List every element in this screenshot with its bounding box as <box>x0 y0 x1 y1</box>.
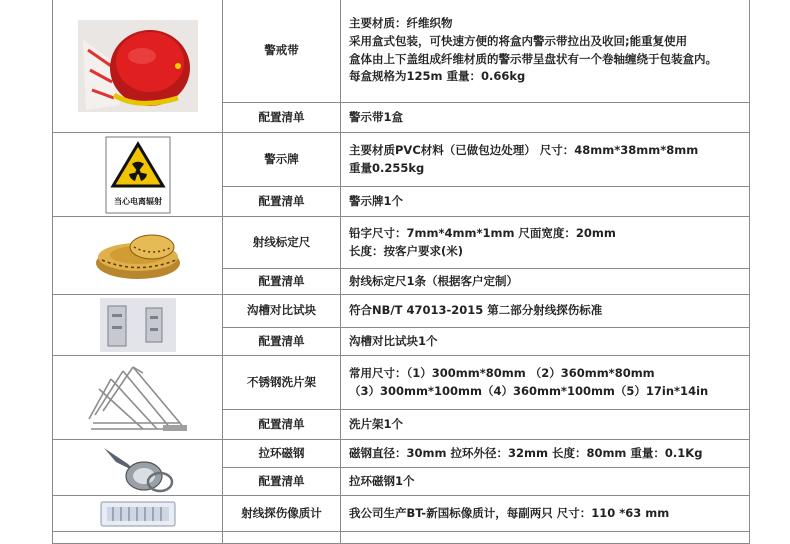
desc-line: 长度：按客户要求(米) <box>349 243 464 258</box>
empty-cell <box>223 532 341 544</box>
desc-line: （3）300mm*100mm（4）360mm*100mm（5）17in*14in <box>349 383 709 398</box>
product-image-cell <box>53 440 223 496</box>
product-image-cell <box>53 295 223 356</box>
film-rack-image <box>83 359 193 437</box>
list-label: 配置清单 <box>223 103 341 133</box>
list-value: 警示带1盒 <box>341 103 750 133</box>
table-row <box>53 496 750 532</box>
item-name: 射线探伤像质计 <box>223 496 341 532</box>
radiation-sign-image <box>105 136 171 214</box>
item-description <box>341 217 750 269</box>
list-label: 配置清单 <box>223 468 341 496</box>
item-description <box>341 496 750 532</box>
desc-line: 我公司生产BT-新国标像质计，每副两只 尺寸：110 *63 mm <box>349 505 670 520</box>
table-row <box>53 217 750 269</box>
item-name: 警戒带 <box>223 0 341 103</box>
item-name: 射线标定尺 <box>223 217 341 269</box>
item-name: 拉环磁钢 <box>223 440 341 468</box>
desc-line: 磁钢直径：30mm 拉环外径：32mm 长度：80mm 重量：0.1Kg <box>349 445 703 460</box>
desc-line: 盒体由上下盖组成纤维材质的警示带呈盘状有一个卷轴缠绕于包装盒内。 <box>349 51 717 66</box>
table-row <box>53 133 750 187</box>
item-description <box>341 133 750 187</box>
empty-cell <box>53 532 223 544</box>
list-label: 配置清单 <box>223 328 341 356</box>
list-value: 射线标定尺1条（根据客户定制） <box>341 269 750 295</box>
empty-cell <box>341 532 750 544</box>
list-label: 配置清单 <box>223 410 341 440</box>
item-name: 沟槽对比试块 <box>223 295 341 328</box>
desc-line: 主要材质PVC材料（已做包边处理） 尺寸：48mm*38mm*8mm <box>349 142 699 157</box>
item-name: 不锈钢洗片架 <box>223 356 341 410</box>
product-image-cell <box>53 356 223 440</box>
desc-line: 每盒规格为125m 重量：0.66kg <box>349 69 526 84</box>
table-row <box>53 532 750 544</box>
desc-line: 重量0.255kg <box>349 160 425 175</box>
measuring-tape-image <box>92 225 184 287</box>
desc-line: 主要材质：纤维织物 <box>349 15 453 30</box>
item-description <box>341 295 750 328</box>
test-block-image <box>100 298 176 352</box>
spec-table <box>52 0 750 544</box>
product-image-cell <box>53 496 223 532</box>
item-description <box>341 356 750 410</box>
list-label: 配置清单 <box>223 269 341 295</box>
list-value: 警示牌1个 <box>341 187 750 217</box>
item-name: 警示牌 <box>223 133 341 187</box>
table-row <box>53 295 750 328</box>
desc-line: 铅字尺寸：7mm*4mm*1mm 尺面宽度：20mm <box>349 225 616 240</box>
iqi-image <box>99 499 177 529</box>
desc-line: 符合NB/T 47013-2015 第二部分射线探伤标准 <box>349 303 603 318</box>
list-value: 沟槽对比试块1个 <box>341 328 750 356</box>
product-image-cell <box>53 133 223 217</box>
table-row <box>53 356 750 410</box>
warning-tape-image <box>78 20 198 112</box>
table-row <box>53 0 750 103</box>
list-value: 洗片架1个 <box>341 410 750 440</box>
list-label: 配置清单 <box>223 187 341 217</box>
list-value: 拉环磁钢1个 <box>341 468 750 496</box>
product-image-cell <box>53 0 223 133</box>
product-image-cell <box>53 217 223 295</box>
desc-line: 采用盒式包装，可快速方便的将盒内警示带拉出及收回;能重复使用 <box>349 33 688 48</box>
magnet-image <box>98 442 178 494</box>
table-row <box>53 440 750 468</box>
sign-text: 当心电离辐射 <box>113 196 162 206</box>
desc-line: 常用尺寸：（1）300mm*80mm （2）360mm*80mm <box>349 365 655 380</box>
item-description <box>341 440 750 468</box>
item-description <box>341 0 750 103</box>
